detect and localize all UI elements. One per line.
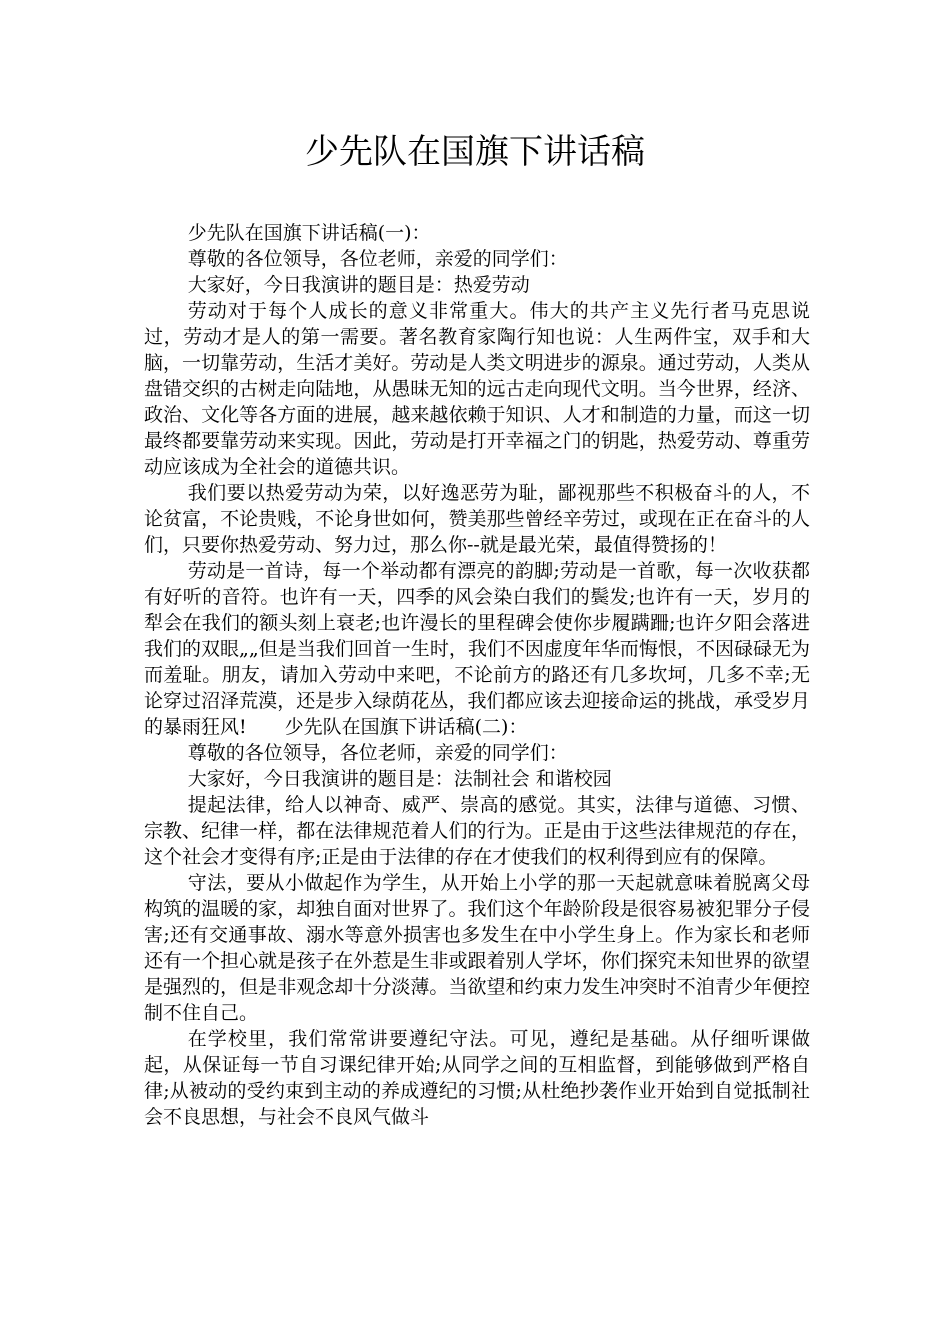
page-title: 少先队在国旗下讲话稿	[305, 132, 645, 172]
paragraph-topic-2: 大家好，今日我演讲的题目是：法制社会 和谐校园	[187, 768, 612, 790]
paragraph-greeting-2: 尊敬的各位领导，各位老师，亲爱的同学们：	[187, 742, 568, 764]
paragraph: 守法，要从小做起作为学生，从开始上小学的那一天起就意味着脱离父母构筑的温暖的家，却独自面对世界了。我们这个年龄阶段是很容易被犯罪分子侵害;还有交通事故、溺水等意外损害也多发生在中小学生身上。作为家长和老师还有一个担心就是孩子在外惹是生非或跟着别人学坏，你们探究未知世界的欲望是强烈的，但是非观念却十分淡薄。当欲望和约束力发生冲突时不洎青少年便控制不住自己。	[144, 872, 810, 1024]
paragraph: 劳动是一首诗，每一个举动都有漂亮的韵脚;劳动是一首歌，每一次收获都有好听的音符。也许有一天，四季的风会染白我们的鬓发;也许有一天，岁月的犁会在我们的额头刻上衰老;也许漫长的里程碑会使你步履蹒跚;也许夕阳会落进我们的双眼„„但是当我们回首一生时，我们不因虚度年华而悔恨，不因碌碌无为而羞耻。朋友，请加入劳动中来吧，不论前方的路还有几多坎坷，几多不幸;无论穿过沼泽荒漠，还是步入绿荫花丛，我们都应该去迎接命运的挑战，承受岁月的暴雨狂风! 少先队在国旗下讲话稿(二)：	[144, 560, 810, 738]
paragraph-subtitle-1: 少先队在国旗下讲话稿(一)：	[187, 222, 431, 244]
paragraph: 我们要以热爱劳动为荣，以好逸恶劳为耻，鄙视那些不积极奋斗的人，不论贫富，不论贵贱，不论身世如何，赞美那些曾经辛劳过，或现在正在奋斗的人们，只要你热爱劳动、努力过，那么你--就是最光荣，最值得赞扬的！	[144, 482, 810, 556]
paragraph-topic-1: 大家好，今日我演讲的题目是：热爱劳动	[187, 274, 530, 296]
document-body	[144, 220, 810, 1130]
paragraph: 劳动对于每个人成长的意义非常重大。伟大的共产主义先行者马克思说过，劳动才是人的第一需要。著名教育家陶行知也说：人生两件宝，双手和大脑，一切靠劳动，生活才美好。劳动是人类文明进步的源泉。通过劳动，人类从盘错交织的古树走向陆地，从愚昧无知的远古走向现代文明。当今世界，经济、政治、文化等各方面的进展，越来越依赖于知识、人才和制造的力量，而这一切最终都要靠劳动来实现。因此，劳动是打开幸福之门的钥匙，热爱劳动、尊重劳动应该成为全社会的道德共识。	[144, 300, 810, 478]
paragraph: 提起法律，给人以神奇、威严、崇高的感觉。其实，法律与道德、习惯、宗教、纪律一样，都在法律规范着人们的行为。正是由于这些法律规范的存在，这个社会才变得有序;正是由于法律的存在才使我们的权利得到应有的保障。	[144, 794, 810, 868]
paragraph-greeting-1: 尊敬的各位领导，各位老师，亲爱的同学们：	[187, 248, 568, 270]
paragraph: 在学校里，我们常常讲要遵纪守法。可见，遵纪是基础。从仔细听课做起，从保证每一节自习课纪律开始;从同学之间的互相监督，到能够做到严格自律;从被动的受约束到主动的养成遵纪的习惯;从杜绝抄袭作业开始到自觉抵制社会不良思想，与社会不良风气做斗	[144, 1028, 810, 1128]
